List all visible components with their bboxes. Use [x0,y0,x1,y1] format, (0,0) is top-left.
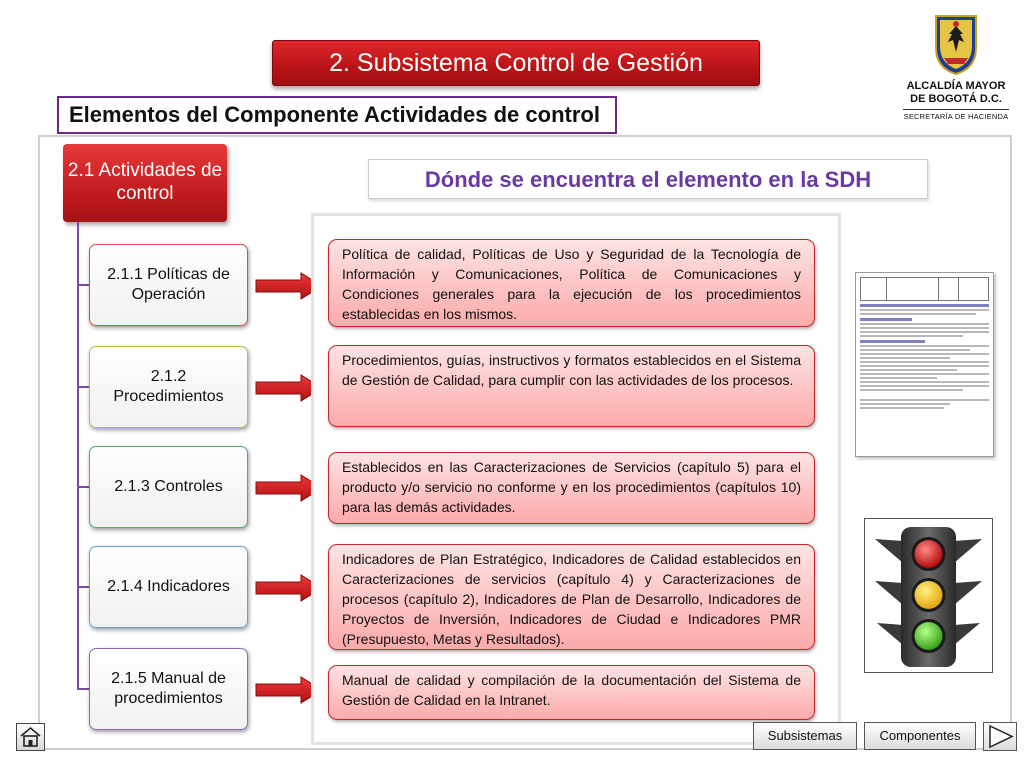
element-box-controles[interactable]: 2.1.3 Controles [89,446,248,528]
logo-divider [903,109,1009,110]
subsistemas-button[interactable]: Subsistemas [753,722,857,750]
logo-line-2: DE BOGOTÁ D.C. [910,93,1002,105]
componentes-button[interactable]: Componentes [864,722,976,750]
document-thumbnail-icon[interactable] [855,272,994,457]
logo-line-1: ALCALDÍA MAYOR [906,80,1006,92]
element-box-politicas[interactable]: 2.1.1 Políticas de Operación [89,244,248,326]
home-button[interactable] [16,723,45,751]
traffic-light-icon [865,519,992,672]
tree-connector [77,222,79,689]
logo [898,12,1014,132]
element-box-indicadores[interactable]: 2.1.4 Indicadores [89,546,248,628]
logo-line-3: SECRETARÍA DE HACIENDA [903,112,1009,121]
where-title: Dónde se encuentra el elemento en la SDH [368,159,928,199]
description-indicadores: Indicadores de Plan Estratégico, Indicadores de Calidad establecidos en Caracterizaciones de servicios (capítulo 4) y Caracterizaciones de procesos (capítulo 2), Indicadores de Plan de Desarrollo, Indicadores de Proyectos de Inversión, Indicadores de Ciudad e Indicadores PMR (Presupuesto, Metas y Resultados). [328,544,815,650]
home-icon [17,724,44,750]
coat-of-arms-icon [930,12,982,76]
next-button[interactable] [983,722,1017,751]
description-manual: Manual de calidad y compilación de la documentación del Sistema de Gestión de Calidad en la Intranet. [328,665,815,720]
main-element-box[interactable]: 2.1 Actividades de control [63,144,227,222]
description-politicas: Política de calidad, Políticas de Uso y Seguridad de la Tecnología de Información y Comunicaciones, Política de Comunicaciones y Condiciones generales para la ejecución de los procedimientos establecidas en los mismos. [328,239,815,327]
description-procedimientos: Procedimientos, guías, instructivos y formatos establecidos en el Sistema de Gestión de Calidad, para cumplir con las actividades de los procesos. [328,345,815,427]
description-controles: Establecidos en las Caracterizaciones de Servicios (capítulo 5) para el producto y/o servicio no conforme y en los procedimientos (capítulos 10) para las demás actividades. [328,452,815,524]
page-title-banner: 2. Subsistema Control de Gestión [272,40,760,86]
play-next-icon [984,723,1016,750]
section-title: Elementos del Componente Actividades de control [57,96,617,134]
element-box-procedimientos[interactable]: 2.1.2 Procedimientos [89,346,248,428]
traffic-light-image [864,518,993,673]
element-box-manual[interactable]: 2.1.5 Manual de procedimientos [89,648,248,730]
